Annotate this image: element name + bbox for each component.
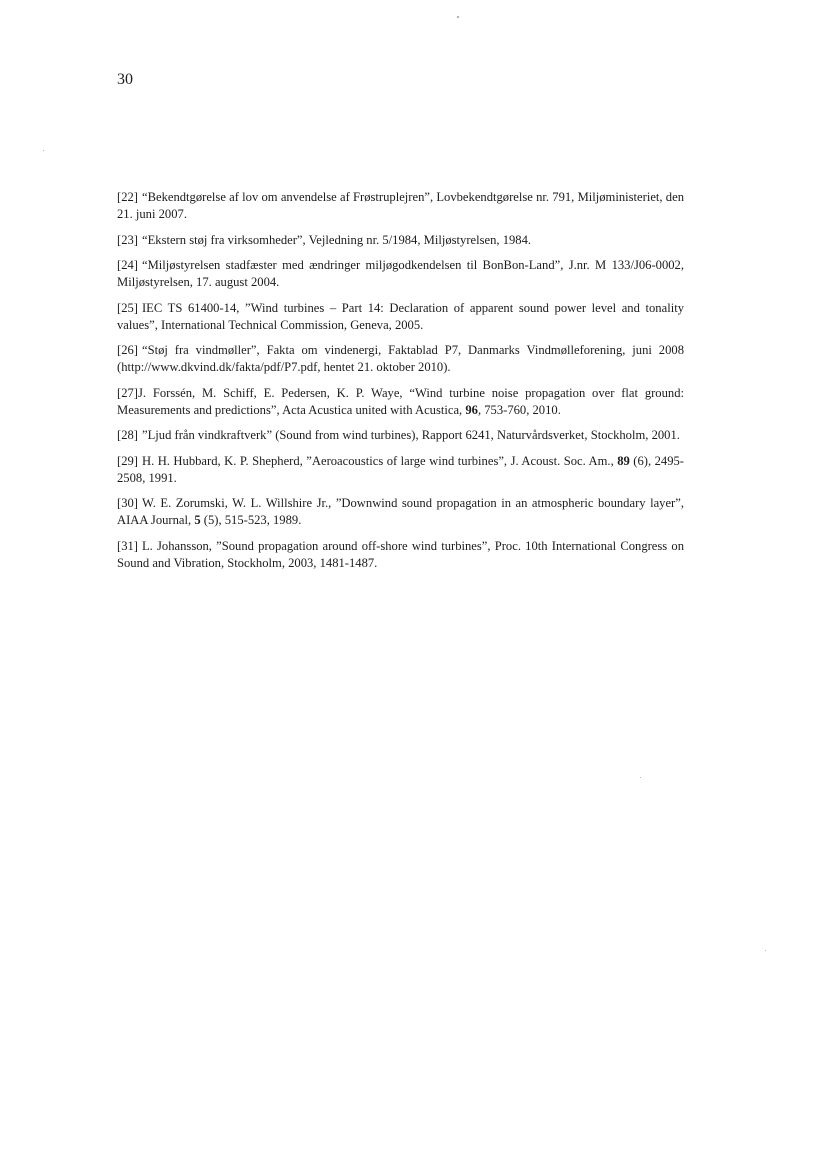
reference-text: H. H. Hubbard, K. P. Shepherd, ”Aeroacoustics of large wind turbines”, J. Acoust. Soc. Am., — [141, 453, 618, 468]
reference-item — [117, 427, 684, 444]
reference-text-tail: (6), 2495-2508, 1991. — [117, 453, 684, 485]
reference-number: [24] — [117, 258, 138, 272]
scan-speck — [43, 150, 44, 151]
reference-item — [117, 300, 684, 334]
reference-number: [27] — [117, 385, 138, 400]
reference-number: [22] — [117, 190, 138, 204]
reference-item — [117, 453, 684, 487]
reference-volume: 96 — [465, 402, 478, 417]
scan-speck — [765, 950, 766, 951]
scan-speck — [640, 777, 641, 778]
reference-number: [26] — [117, 343, 138, 357]
reference-number: [31] — [117, 538, 138, 553]
reference-item — [117, 342, 684, 376]
reference-item — [117, 189, 684, 223]
reference-item — [117, 385, 684, 419]
reference-number: [29] — [117, 453, 138, 468]
reference-number: [28] — [117, 428, 138, 442]
reference-text: J. Forssén, M. Schiff, E. Pedersen, K. P. Waye, “Wind turbine noise propagation over flat ground: Measurements and predictions”, Acta Acustica united with Acustica, — [117, 385, 684, 417]
reference-text: “Støj fra vindmøller”, Fakta om vindenergi, Faktablad P7, Danmarks Vindmølleforening, juni 2008 (http://www.dkvind.dk/fakta/pdf/P7.pdf, hentet 21. oktober 2010). — [117, 343, 684, 374]
reference-volume: 5 — [194, 513, 201, 527]
reference-text: IEC TS 61400-14, ”Wind turbines – Part 14: Declaration of apparent sound power level and tonality values”, International Technical Commission, Geneva, 2005. — [117, 300, 684, 332]
reference-number: [23] — [117, 232, 138, 247]
reference-item — [117, 538, 684, 572]
reference-text-tail: , 753-760, 2010. — [477, 402, 561, 417]
reference-item — [117, 257, 684, 291]
reference-text: “Miljøstyrelsen stadfæster med ændringer miljøgodkendelsen til BonBon-Land”, J.nr. M 133/J06-0002, Miljøstyrelsen, 17. august 2004. — [117, 258, 684, 289]
reference-number: [30] — [117, 496, 138, 510]
reference-item — [117, 495, 684, 529]
reference-text: ”Ljud från vindkraftverk” (Sound from wind turbines), Rapport 6241, Naturvårdsverket, Stockholm, 2001. — [141, 428, 680, 442]
scan-speck — [457, 16, 459, 18]
reference-item — [117, 232, 684, 249]
reference-text: “Ekstern støj fra virksomheder”, Vejledning nr. 5/1984, Miljøstyrelsen, 1984. — [141, 232, 532, 247]
reference-volume: 89 — [617, 453, 630, 468]
reference-text: “Bekendtgørelse af lov om anvendelse af Frøstruplejren”, Lovbekendtgørelse nr. 791, Miljøministeriet, den 21. juni 2007. — [117, 190, 684, 221]
reference-number: [25] — [117, 300, 138, 315]
page-number: 30 — [117, 71, 133, 88]
reference-text: L. Johansson, ”Sound propagation around off-shore wind turbines”, Proc. 10th International Congress on Sound and Vibration, Stockholm, 2003, 1481-1487. — [117, 538, 684, 570]
reference-list — [117, 189, 684, 580]
reference-text-tail: (5), 515-523, 1989. — [200, 513, 302, 527]
reference-text: W. E. Zorumski, W. L. Willshire Jr., ”Downwind sound propagation in an atmospheric boundary layer”, AIAA Journal, — [117, 496, 684, 527]
